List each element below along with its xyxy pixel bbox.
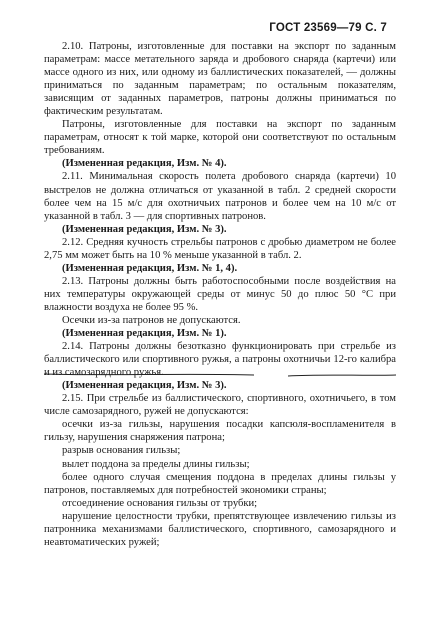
paragraph-2-14: 2.14. Патроны должны безотказно функционировать при стрельбе из баллистического или спортивного ружья, а патроны охотничьи 12-го калибра и из самозарядного ружья. — [44, 341, 396, 379]
list-item: осечки из-за гильзы, нарушения посадки капсюля-воспламенителя в гильзу, нарушения снаряжения патрона; — [44, 419, 396, 444]
revision-note: (Измененная редакция, Изм. № 3). — [62, 223, 227, 235]
list-item: вылет поддона за пределы длины гильзы; — [62, 458, 250, 470]
paragraph-2-10-export: Патроны, изготовленные для поставки на экспорт по заданным параметрам, относят к той марке, которой они соответствуют по остальным требованиям. — [44, 119, 396, 157]
revision-note: (Измененная редакция, Изм. № 1, 4). — [62, 262, 238, 274]
page-header: ГОСТ 23569—79 С. 7 — [269, 22, 387, 34]
revision-note: (Измененная редакция, Изм. № 1). — [62, 328, 227, 340]
list-item: разрыв основания гильзы; — [62, 445, 181, 457]
list-item: нарушение целостности трубки, препятствующее извлечению гильзы из патронника механизмами баллистического, спортивного, самозарядного и неавтоматических ружей; — [44, 510, 396, 548]
paragraph-2-15: 2.15. При стрельбе из баллистического, спортивного, охотничьего, в том числе самозарядного, ружей не допускаются: — [44, 393, 396, 418]
revision-note: (Измененная редакция, Изм. № 3). — [62, 380, 227, 392]
paragraph-2-13: 2.13. Патроны должны быть работоспособными после воздействия на них температуры окружающей среды от минус 50 до плюс 50 °С при влажности воздуха не более 95 %. — [44, 275, 396, 313]
revision-note: (Измененная редакция, Изм. № 4). — [62, 158, 227, 170]
list-item: более одного случая смещения поддона в пределах длины гильзы у патронов, поставляемых для потребностей экономики страны; — [44, 471, 396, 496]
paragraph-2-12: 2.12. Средняя кучность стрельбы патронов с дробью диаметром не более 2,75 мм может быть на 10 % меньше указанной в табл. 2. — [44, 236, 396, 261]
list-item: отсоединение основания гильзы от трубки; — [62, 497, 258, 509]
paragraph-2-11: 2.11. Минимальная скорость полета дробового снаряда (картечи) 10 выстрелов не должна отличаться от указанной в табл. 2 средней скорости более чем на 15 м/с для охотничьих патронов и более чем на 10 м/с от указанной в табл. 3 — для спортивных патронов. — [44, 171, 396, 222]
paragraph-misfire: Осечки из-за патронов не допускаются. — [62, 314, 241, 326]
paragraph-2-10: 2.10. Патроны, изготовленные для поставки на экспорт по заданным параметрам: массе метательного заряда и дробового снаряда (картечи) или массе одного из них, или одному из баллистических показателей, — должны приниматься по заданным параметрам; по остальным показателям, зависящим от заданных параметров, патроны должны приниматься по фактическим результатам. — [44, 41, 396, 118]
document-body — [44, 40, 396, 549]
